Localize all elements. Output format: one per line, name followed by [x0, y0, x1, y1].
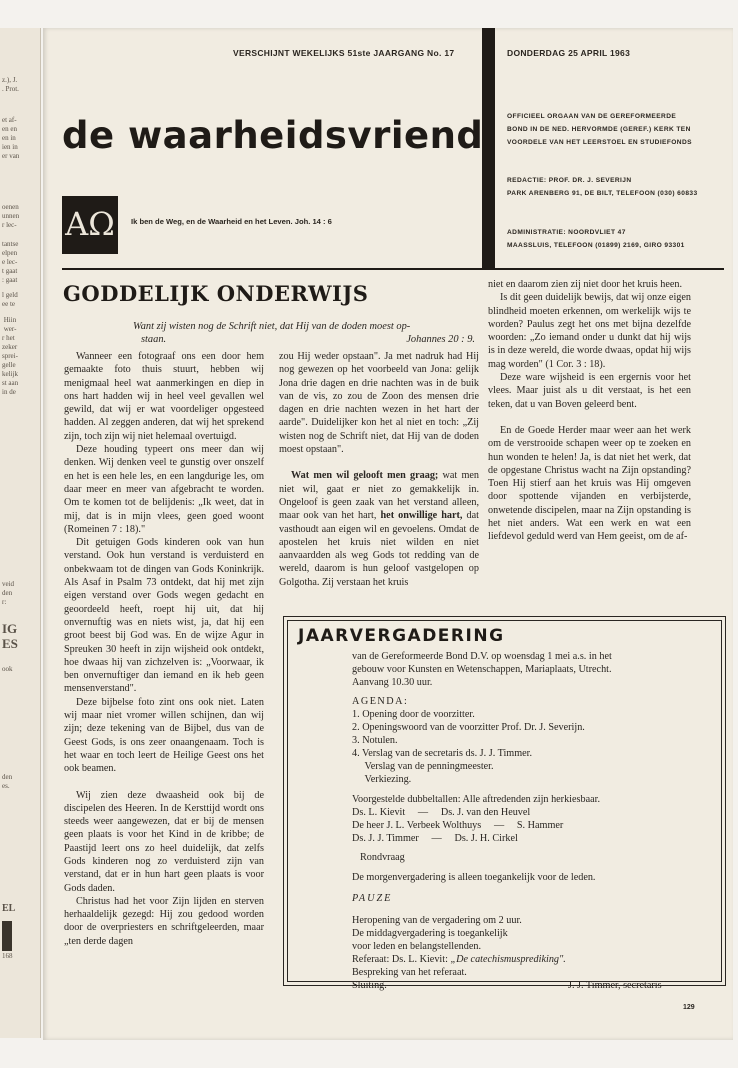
paragraph: Wanneer een fotograaf ons een door hem gemaakte foto thuis stuurt, hebben wij menigmaal heel wat aanmerkingen en diep in ons hart hadden wij in heel veel gevallen wel gewild, dat wij er wat voordeliger opgesteed hadden. Al zeggen anderen, dat wij het sprekend zijn, toch zijn wij niet helemaal overtuigd. [64, 351, 264, 442]
left-fragment: tantse elpen e lec- t gaat : gaat [2, 240, 19, 284]
referaat-title: „De catechismusprediking". [450, 954, 566, 965]
afternoon-line: Heropening van de vergadering om 2 uur. [352, 915, 522, 926]
org-line: OFFICIEEL ORGAAN VAN DE GEREFORMEERDE [507, 113, 677, 120]
text-run: wat men niet wil, gaat er niet zo gemakkelijk in. Ongeloof is geen zaak van het verstand alleen, maar ook van het hart, [279, 470, 480, 522]
issue-date: DONDERDAG 25 APRIL 1963 [507, 48, 631, 58]
article-column-2 [279, 350, 479, 589]
agenda-item: 2. Openingswoord van de voorzitter Prof. Dr. J. Severijn. [352, 722, 585, 733]
paragraph: Christus had het voor Zijn lijden en sterven herhaaldelijk gezegd: Hij zou gedood worden door de overpriesters en schriftgeleerden, maar „ten derde dagen [64, 895, 264, 947]
org-line: BOND IN DE NED. HERVORMDE (GEREF.) KERK TEN [507, 126, 691, 133]
header-rule [62, 268, 724, 270]
left-dark-block [2, 921, 12, 951]
redactie-line: REDACTIE: PROF. DR. J. SEVERIJN [507, 177, 632, 184]
administratie-info [507, 226, 685, 252]
text-run: dat vasthoudt aan eigen wil en gevoelens. Omdat de apostelen het kruis niet wilden en niet aanvaardden als weg Gods tot redding van de wereld, daarom is hun geloof vastgelopen op Golgotha. Zij verstaan het kruis [279, 510, 479, 588]
logo-letters: AΩ [65, 205, 115, 243]
paragraph: Is dit geen duidelijk bewijs, dat wij onze eigen blindheid moeten erkennen, om werkelijk wijs te worden? Paulus zegt het ons met bijna dezelfde woorden: „Zo iemand onder u dunkt dat hij wijs is in deze wereld, die worde dwaas, opdat hij wijs mag worden" (1 Cor. 3 : 18). [488, 292, 691, 370]
epigraph-reference: Johannes 20 : 9. [406, 334, 475, 345]
agenda-item: Verkiezing. [352, 774, 412, 785]
paragraph: zou Hij weder opstaan". Ja met nadruk had Hij nog gewezen op het voorbeeld van Jona: gelijk Jona drie dagen en drie nachten was in de buik van de vis, zo zou de Zoon des mensen drie dagen en drie nachten wezen in het hart der aarde". Duidelijker kon het al niet en toch: „Zij wisten nog de Schrift niet, dat Hij van de doden moest opstaan". [279, 351, 479, 456]
left-fragment: ook [2, 665, 13, 673]
paragraph: Deze ware wijsheid is een ergernis voor het vlees. Maar juist als u dit verstaat, is het een teken, dat u van Boven geleerd bent. [488, 372, 691, 410]
motto: Ik ben de Weg, en de Waarheid en het Leven. Joh. 14 : 6 [131, 217, 332, 226]
bold-phrase: het onwillige hart, [380, 510, 463, 522]
intro-line: gebouw voor Kunsten en Wetenschappen, Mariaplaats, Utrecht. [352, 664, 612, 675]
paragraph: Dit getuigen Gods kinderen ook van hun verstand. Ook hun verstand is verduisterd en onbekwaam tot de dingen van Gods Koninkrijk. Als Asaf in Psalm 73 ontdekt, dat hij met zijn eigen verstand over Gods wegen gedacht en geoordeeld heeft, roept hij uit, dat hij onvernuftig was en niets wist, ja, dat hij een groot beest bij God was. En de wijze Agur in Spreuken 30 heeft in zijn wijsheid ook ontdekt, hoe dwaas hij van zichzelven is: „Voorwaar, ik ben onvernuftiger dan iemand en ik heb geen mensenverstand". [64, 537, 264, 695]
left-fragment: veid den r: [2, 580, 15, 606]
paragraph: Wij zien deze dwaasheid ook bij de discipelen des Heeren. In de Kersttijd wordt ons steeds weer aangewezen, dat er bij de mensen geen plaats is voor het Kind in de kribbe; de Paastijd leert ons zo heel duidelijk, dat zelfs Gods kinderen nog zo verduisterd zijn van verstand, dat er in hun hart geen plaats is voor Gods daden. [64, 789, 264, 894]
admin-line: MAASSLUIS, TELEFOON (01899) 2169, GIRO 93301 [507, 242, 685, 249]
paragraph: En de Goede Herder maar weer aan het werk om de verstrooide schapen weer op te zoeken en hun wonden te helen! Ja, is dat niet het werk, dat de opgestane Christus wacht na Zijn opstanding? Toen Hij stierf aan het kruis was Hij omgeven door spottende vijanden en verbijsterde, onwetende discipelen, maar na Zijn opstanding is het niet anders. Wat een werk en wat een liefdevol geduld werd van Hem geeist, om de af- [488, 424, 691, 543]
paragraph: niet en daarom zien zij niet door het kruis heen. [488, 279, 683, 290]
epigraph-line: staan. [141, 334, 167, 345]
dubbeltallen: Voorgestelde dubbeltallen: Alle aftredenden zijn herkiesbaar. [352, 794, 600, 805]
candidate-pair: De heer J. L. Verbeek Wolthuys — S. Hammer [352, 820, 564, 831]
announcement-box [283, 616, 726, 991]
left-fragment: den es. [2, 773, 13, 790]
epigraph-line: Want zij wisten nog de Schrift niet, dat Hij van de doden moest op- [133, 321, 411, 332]
paragraph: Deze bijbelse foto zint ons ook niet. Laten wij maar niet vromer willen schijnen, dan wij zijn; deze tekening van de Bijbel, dus van de Geest Gods, is ons zeer onaangenaam. Toch is het waar en toch leert de Heilige Geest ons het ook beamen. [64, 696, 264, 775]
redactie-line: PARK ARENBERG 91, DE BILT, TELEFOON (030) 60833 [507, 190, 698, 197]
epigraph [133, 320, 475, 346]
org-description [507, 110, 692, 149]
rondvraag: Rondvraag [360, 852, 405, 863]
org-line: VOORDELE VAN HET LEERSTOEL EN STUDIEFONDS [507, 139, 692, 146]
referaat [352, 954, 566, 967]
article-column-3 [488, 278, 691, 544]
sluiting: Sluiting. [352, 980, 387, 991]
alpha-omega-logo [62, 196, 118, 254]
masthead-title: de waarheidsvriend [62, 114, 484, 157]
left-fragment: l geld ee te [2, 291, 18, 308]
candidate-pair: Ds. J. J. Timmer — Ds. J. H. Cirkel [352, 833, 518, 844]
agenda-item: Verslag van de penningmeester. [352, 761, 494, 772]
redactie-info [507, 174, 698, 200]
agenda-item: 3. Notulen. [352, 735, 398, 746]
intro-line: Aanvang 10.30 uur. [352, 677, 433, 688]
left-fragment: et af- en en en in ien in er van [2, 116, 20, 160]
bold-phrase: Wat men wil gelooft men graag; [291, 470, 439, 482]
left-fragment: oenen unnen r lec- [2, 203, 20, 229]
left-fragment: IG ES [2, 621, 18, 651]
candidate-pair: Ds. L. Kievit — Ds. J. van den Heuvel [352, 807, 531, 818]
left-fragment: 168 [2, 952, 13, 960]
page-number: 129 [683, 1004, 695, 1011]
announcement-heading: JAARVERGADERING [298, 626, 505, 646]
left-fragment: EL [2, 903, 16, 914]
signature: J. J. Timmer, secretaris [568, 980, 662, 991]
newspaper-page [43, 28, 733, 1040]
referaat-prefix: Referaat: Ds. L. Kievit: [352, 954, 451, 965]
agenda-item: 4. Verslag van de secretaris ds. J. J. Timmer. [352, 748, 533, 759]
paragraph: Deze houding typeert ons meer dan wij denken. Wij denken veel te gunstig over onszelf en het is een hele les, en een langdurige les, om daar meer en meer van afgebracht te worden. Om te komen tot de belijdenis: „Ik weet, dat in mij, dat is in mijn vlees, geen goed woont (Romeinen 7 : 18)." [64, 444, 264, 535]
article-column-1 [64, 350, 264, 948]
bespreking: Bespreking van het referaat. [352, 967, 467, 978]
header-vertical-bar [482, 28, 495, 268]
adjacent-page-edge [0, 28, 41, 1038]
afternoon-line: De middagvergadering is toegankelijk [352, 928, 508, 939]
afternoon-line: voor leden en belangstellenden. [352, 941, 481, 952]
admin-line: ADMINISTRATIE: NOORDVLIET 47 [507, 229, 626, 236]
agenda-item: 1. Opening door de voorzitter. [352, 709, 475, 720]
paragraph [279, 469, 479, 589]
publication-line: VERSCHIJNT WEKELIJKS 51ste JAARGANG No. 17 [233, 48, 455, 58]
agenda-title: AGENDA: [352, 696, 409, 707]
article-title: GODDELIJK ONDERWIJS [63, 281, 369, 306]
intro-line: van de Gereformeerde Bond D.V. op woensdag 1 mei a.s. in het [352, 651, 612, 662]
left-fragment: z.), J. . Prot. [2, 76, 19, 93]
morning-note: De morgenvergadering is alleen toegankelijk voor de leden. [352, 872, 596, 883]
pauze: PAUZE [352, 893, 393, 904]
left-fragment: Hiin wer- r het zeker sprei- gelle kelijk st aan in de [2, 316, 19, 396]
